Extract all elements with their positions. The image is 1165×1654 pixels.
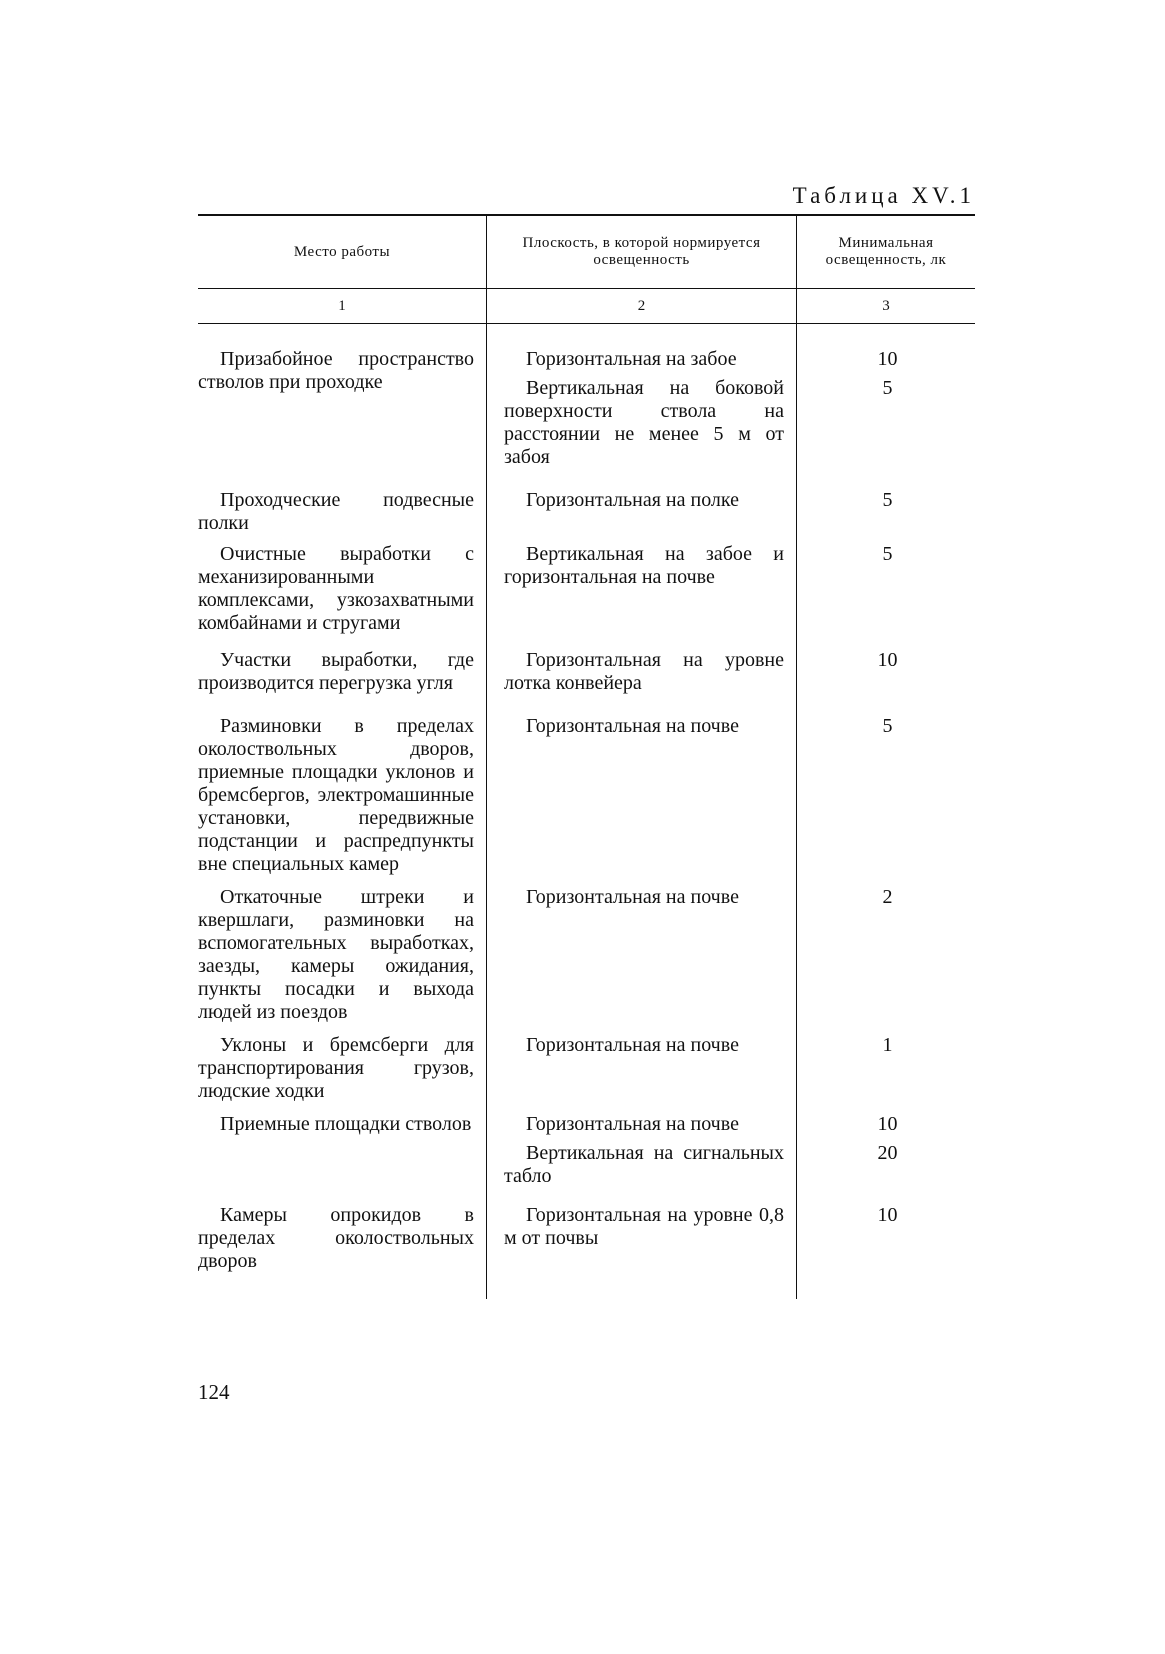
- row-planes: [486, 876, 796, 1024]
- row-place: Проходческие подвесные полки: [198, 489, 474, 534]
- plane-text: Горизонтальная на забое: [526, 348, 737, 370]
- column-number-1: 1: [338, 297, 346, 314]
- column-number-2: 2: [486, 289, 796, 323]
- row-values: [796, 535, 975, 635]
- row-values: [796, 701, 975, 876]
- plane-text: Вертикальная на сигнальных табло: [504, 1142, 784, 1187]
- column-divider-1: [486, 324, 487, 1299]
- row-values: [796, 876, 975, 1024]
- illuminance-value: 10: [877, 1113, 898, 1135]
- header-col-place: Место работы: [293, 243, 391, 260]
- row-planes: [486, 635, 796, 701]
- plane-text: Горизонтальная на почве: [526, 1034, 739, 1056]
- row-place: Участки выработки, где производится перегрузка угля: [198, 649, 474, 694]
- plane-text: Горизонтальная на почве: [526, 1113, 739, 1135]
- row-planes: [486, 475, 796, 535]
- row-place: Очистные выработки с механизированными комплексами, узкозахватными комбайнами и стругами: [198, 543, 474, 634]
- plane-text: Горизонтальная на уровне лотка конвейера: [504, 649, 784, 694]
- row-place: Призабойное пространство стволов при проходке: [198, 348, 474, 393]
- header-col-plane: Плоскость, в которой нормируется освещенность: [486, 216, 796, 288]
- plane-text: Вертикальная на боковой поверхности ствола на расстоянии не менее 5 м от забоя: [504, 377, 784, 468]
- row-planes: [486, 1103, 796, 1194]
- row-planes: [486, 535, 796, 635]
- column-number-3: 3: [796, 289, 975, 323]
- header-col-illuminance: Минимальная освещенность, лк: [796, 216, 975, 288]
- row-place: Разминовки в пределах околоствольных дворов, приемные площадки уклонов и бремсбергов, электромашинные установки, передвижные подстанции и распредпункты вне специальных камер: [198, 715, 474, 875]
- illuminance-value: 5: [882, 543, 893, 565]
- row-values: [796, 635, 975, 701]
- plane-text: Горизонтальная на почве: [526, 886, 739, 908]
- illuminance-value: 5: [882, 489, 893, 511]
- row-place: Приемные площадки стволов: [220, 1113, 472, 1135]
- illuminance-value: 5: [882, 377, 893, 399]
- page-number: 124: [198, 1380, 230, 1404]
- table-column-numbers-row: [198, 289, 975, 323]
- illuminance-value: 2: [882, 886, 893, 908]
- row-values: [796, 1194, 975, 1299]
- illuminance-value: 1: [882, 1034, 893, 1056]
- illuminance-value: 10: [877, 649, 898, 671]
- row-planes: [486, 701, 796, 876]
- row-place: Откаточные штреки и квершлаги, разминовки на вспомогательных выработках, заезды, камеры ожидания, пункты посадки и выхода людей из поездов: [198, 886, 474, 1023]
- table-body: [198, 324, 975, 1299]
- row-values: [796, 475, 975, 535]
- row-place: Камеры опрокидов в пределах околоствольных дворов: [198, 1204, 474, 1272]
- plane-text: Горизонтальная на уровне 0,8 м от почвы: [504, 1204, 784, 1249]
- plane-text: Горизонтальная на полке: [526, 489, 740, 511]
- row-place: Уклоны и бремсберги для транспортирования грузов, людские ходки: [198, 1034, 474, 1102]
- row-planes: [486, 1024, 796, 1103]
- row-values: [796, 1024, 975, 1103]
- row-values: [796, 324, 975, 475]
- plane-text: Вертикальная на забое и горизонтальная на почве: [504, 543, 784, 588]
- document-page: [198, 178, 975, 1299]
- table-header-row: [198, 216, 975, 288]
- illuminance-value: 5: [882, 715, 893, 737]
- row-values: [796, 1103, 975, 1194]
- illuminance-value: 10: [877, 348, 898, 370]
- row-planes: [486, 324, 796, 475]
- illuminance-value: 20: [877, 1142, 898, 1164]
- plane-text: Горизонтальная на почве: [526, 715, 739, 737]
- row-planes: [486, 1194, 796, 1299]
- illuminance-value: 10: [877, 1204, 898, 1226]
- column-divider-2: [796, 324, 797, 1299]
- table-caption: Таблица XV.1: [792, 183, 975, 208]
